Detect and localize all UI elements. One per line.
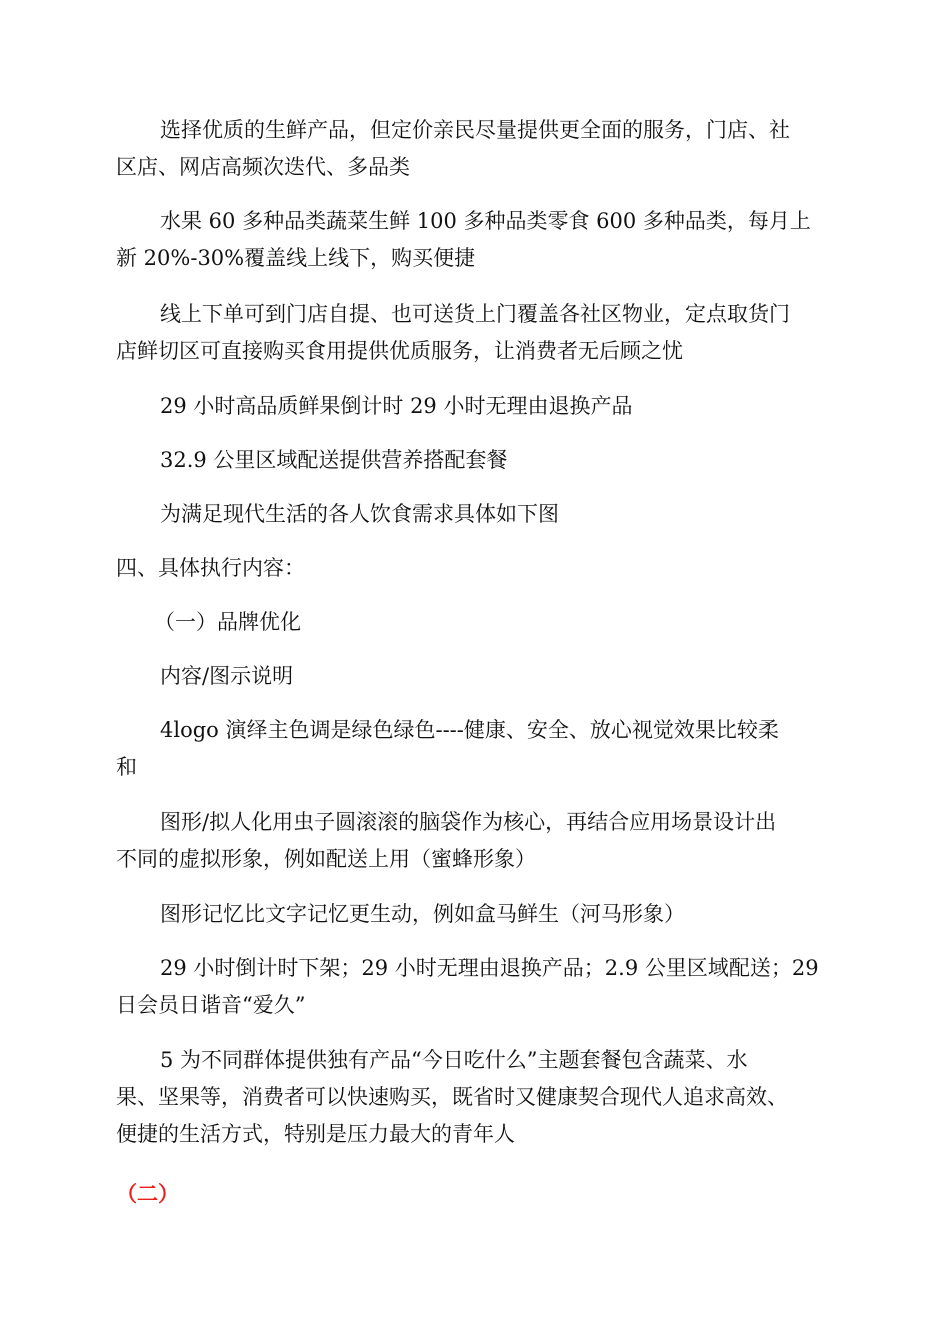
paragraph-line: 为满足现代生活的各人饮食需求具体如下图	[160, 502, 559, 526]
paragraph-line: 新 20%-30%覆盖线上线下，购买便捷	[116, 246, 476, 270]
paragraph	[116, 712, 836, 786]
paragraph-line: 5 为不同群体提供独有产品“今日吃什么”主题套餐包含蔬菜、水	[160, 1048, 748, 1072]
paragraph	[116, 804, 836, 878]
paragraph-line: 29 小时高品质鲜果倒计时 29 小时无理由退换产品	[160, 394, 633, 418]
paragraph	[116, 112, 836, 186]
paragraph-line: 29 小时倒计时下架；29 小时无理由退换产品；2.9 公里区域配送；29	[160, 956, 819, 980]
section-heading	[116, 550, 836, 587]
paragraph-line: 4logo 演绎主色调是绿色绿色----健康、安全、放心视觉效果比较柔	[160, 718, 779, 742]
paragraph	[116, 1042, 836, 1153]
heading-text: 四、具体执行内容：	[116, 556, 305, 580]
heading-text: （一）品牌优化	[154, 610, 301, 634]
paragraph	[116, 203, 836, 277]
paragraph	[116, 658, 836, 695]
paragraph-line: 水果 60 多种品类蔬菜生鲜 100 多种品类零食 600 多种品类，每月上	[160, 209, 811, 233]
paragraph	[116, 442, 836, 479]
paragraph	[116, 296, 836, 370]
subsection-heading	[116, 604, 836, 641]
paragraph	[116, 950, 836, 1024]
paragraph-line: 32.9 公里区域配送提供营养搭配套餐	[160, 448, 508, 472]
paragraph-line: 图形记忆比文字记忆更生动，例如盒马鲜生（河马形象）	[160, 902, 685, 926]
paragraph	[116, 388, 836, 425]
section-heading-red: （二）	[116, 1181, 179, 1206]
paragraph-line: 果、坚果等，消费者可以快速购买，既省时又健康契合现代人追求高效、	[116, 1085, 788, 1109]
paragraph-line: 选择优质的生鲜产品，但定价亲民尽量提供更全面的服务，门店、社	[160, 118, 790, 142]
paragraph-line: 便捷的生活方式，特别是压力最大的青年人	[116, 1122, 515, 1146]
paragraph-line: 区店、网店高频次迭代、多品类	[116, 155, 410, 179]
paragraph-line: 不同的虚拟形象，例如配送上用（蜜蜂形象）	[116, 847, 536, 871]
paragraph-line: 线上下单可到门店自提、也可送货上门覆盖各社区物业，定点取货门	[160, 302, 790, 326]
paragraph-line: 内容/图示说明	[160, 664, 294, 688]
paragraph-line: 店鲜切区可直接购买食用提供优质服务，让消费者无后顾之忧	[116, 339, 683, 363]
paragraph	[116, 496, 836, 533]
paragraph-line: 图形/拟人化用虫子圆滚滚的脑袋作为核心，再结合应用场景设计出	[160, 810, 777, 834]
paragraph	[116, 896, 836, 933]
paragraph-line: 日会员日谐音“爱久”	[116, 993, 306, 1017]
paragraph-line: 和	[116, 755, 137, 779]
